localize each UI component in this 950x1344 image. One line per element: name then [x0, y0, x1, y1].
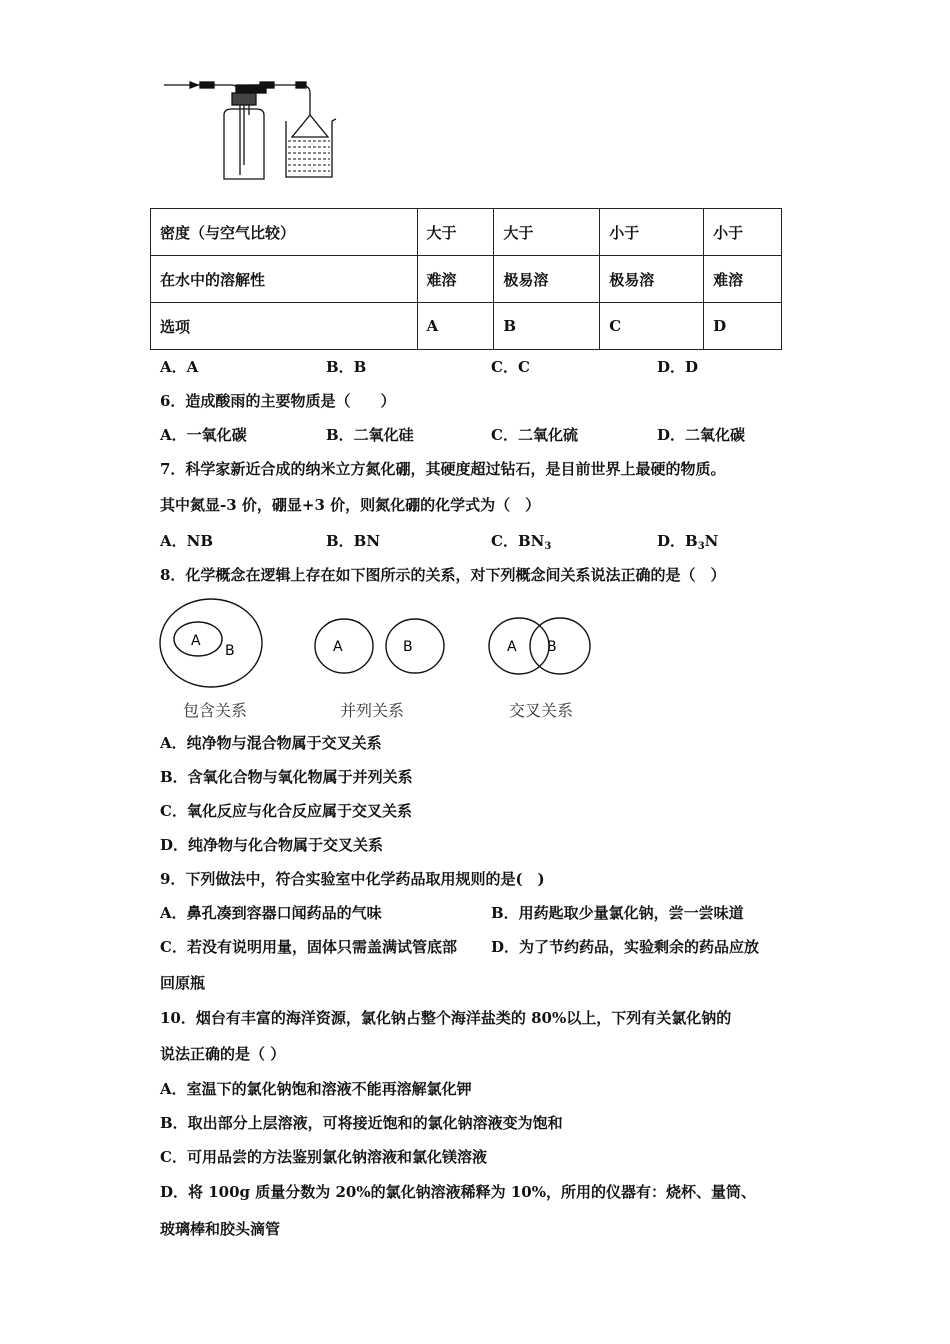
table-cell: 大于 [417, 209, 494, 256]
q7-option-c-text: C．BN [491, 532, 545, 550]
q10-option-c[interactable]: C．可用品尝的方法鉴别氯化钠溶液和氯化镁溶液 [160, 1148, 487, 1166]
q10-option-a[interactable]: A．室温下的氯化钠饱和溶液不能再溶解氯化钾 [160, 1080, 472, 1098]
table-row [151, 303, 782, 350]
inclusion-letter-b: B [225, 643, 235, 659]
q9-option-b[interactable]: B．用药匙取少量氯化钠，尝一尝味道 [491, 904, 744, 922]
q7-option-d[interactable] [657, 530, 718, 552]
table-cell: 极易溶 [600, 256, 704, 303]
q9-option-d[interactable]: D．为了节约药品，实验剩余的药品应放 [491, 938, 760, 956]
table-cell: 难溶 [704, 256, 782, 303]
q5-option-c[interactable]: C．C [491, 358, 530, 376]
table-cell: 极易溶 [494, 256, 600, 303]
table-cell: 小于 [704, 209, 782, 256]
q8-option-b[interactable]: B．含氧化合物与氧化物属于并列关系 [160, 768, 413, 786]
q8-option-d[interactable]: D．纯净物与化合物属于交叉关系 [160, 836, 384, 854]
table-cell: B [494, 303, 600, 350]
q7-option-b[interactable]: B．BN [326, 532, 381, 550]
gas-properties-table [150, 208, 782, 350]
table-cell: A [417, 303, 494, 350]
q7-option-c-subscript: 3 [544, 541, 552, 552]
table-cell: 选项 [151, 303, 418, 350]
inclusion-label: 包含关系 [183, 701, 248, 720]
q7-stem-line1: 7．科学家新近合成的纳米立方氮化硼，其硬度超过钻石，是目前世界上最硬的物质。 [160, 460, 726, 478]
q7-option-d-tail: N [704, 532, 719, 550]
q10-option-d[interactable]: D．将 100g 质量分数为 20%的氯化钠溶液稀释为 10%，所用的仪器有：烧杯、量筒、 [160, 1183, 756, 1201]
q7-option-a[interactable]: A．NB [160, 532, 214, 550]
intersection-letter-a: A [507, 639, 517, 655]
q9-stem: 9．下列做法中，符合实验室中化学药品取用规则的是( ) [160, 870, 545, 888]
table-cell: C [600, 303, 704, 350]
q7-option-d-subscript: 3 [697, 541, 705, 552]
q7-option-d-text: D．B [657, 532, 698, 550]
table-cell: 难溶 [417, 256, 494, 303]
q10-option-b[interactable]: B．取出部分上层溶液，可将接近饱和的氯化钠溶液变为饱和 [160, 1114, 563, 1132]
parallel-label: 并列关系 [340, 701, 405, 720]
table-cell: 大于 [494, 209, 600, 256]
intersection-letter-b: B [547, 639, 557, 655]
q5-option-b[interactable]: B．B [326, 358, 367, 376]
gas-collection-apparatus-icon [160, 75, 360, 185]
table-cell: 密度（与空气比较） [151, 209, 418, 256]
q8-stem: 8．化学概念在逻辑上存在如下图所示的关系，对下列概念间关系说法正确的是（ ） [160, 566, 726, 584]
q6-option-d[interactable]: D．二氧化碳 [657, 426, 746, 444]
q6-stem: 6．造成酸雨的主要物质是（ ） [160, 392, 396, 410]
parallel-letter-a: A [333, 639, 343, 655]
table-cell: 小于 [600, 209, 704, 256]
q7-option-c[interactable] [491, 530, 551, 552]
q9-option-a[interactable]: A．鼻孔凑到容器口闻药品的气味 [160, 904, 382, 922]
inclusion-diagram [158, 595, 268, 695]
q8-option-a[interactable]: A．纯净物与混合物属于交叉关系 [160, 734, 382, 752]
table-cell: D [704, 303, 782, 350]
q9-option-c[interactable]: C．若没有说明用量，固体只需盖满试管底部 [160, 938, 457, 956]
inclusion-letter-a: A [191, 633, 201, 649]
parallel-diagram [312, 613, 452, 683]
intersection-label: 交叉关系 [509, 701, 574, 720]
q5-option-d[interactable]: D．D [657, 358, 699, 376]
parallel-letter-b: B [403, 639, 413, 655]
q7-stem-line2: 其中氮显-3 价，硼显+3 价，则氮化硼的化学式为（ ） [160, 496, 541, 514]
q9-option-d-continuation: 回原瓶 [160, 974, 206, 992]
intersection-diagram [486, 613, 596, 683]
q10-stem-line2: 说法正确的是（ ） [160, 1045, 286, 1063]
q10-stem-line1: 10．烟台有丰富的海洋资源，氯化钠占整个海洋盐类的 80%以上，下列有关氯化钠的 [160, 1009, 732, 1027]
q10-option-d-continuation: 玻璃棒和胶头滴管 [160, 1220, 281, 1238]
table-cell: 在水中的溶解性 [151, 256, 418, 303]
q8-option-c[interactable]: C．氧化反应与化合反应属于交叉关系 [160, 802, 412, 820]
q6-option-a[interactable]: A．一氧化碳 [160, 426, 247, 444]
table-row [151, 209, 782, 256]
q6-option-c[interactable]: C．二氧化硫 [491, 426, 578, 444]
q5-option-a[interactable]: A．A [160, 358, 199, 376]
table-row [151, 256, 782, 303]
q6-option-b[interactable]: B．二氧化硅 [326, 426, 414, 444]
